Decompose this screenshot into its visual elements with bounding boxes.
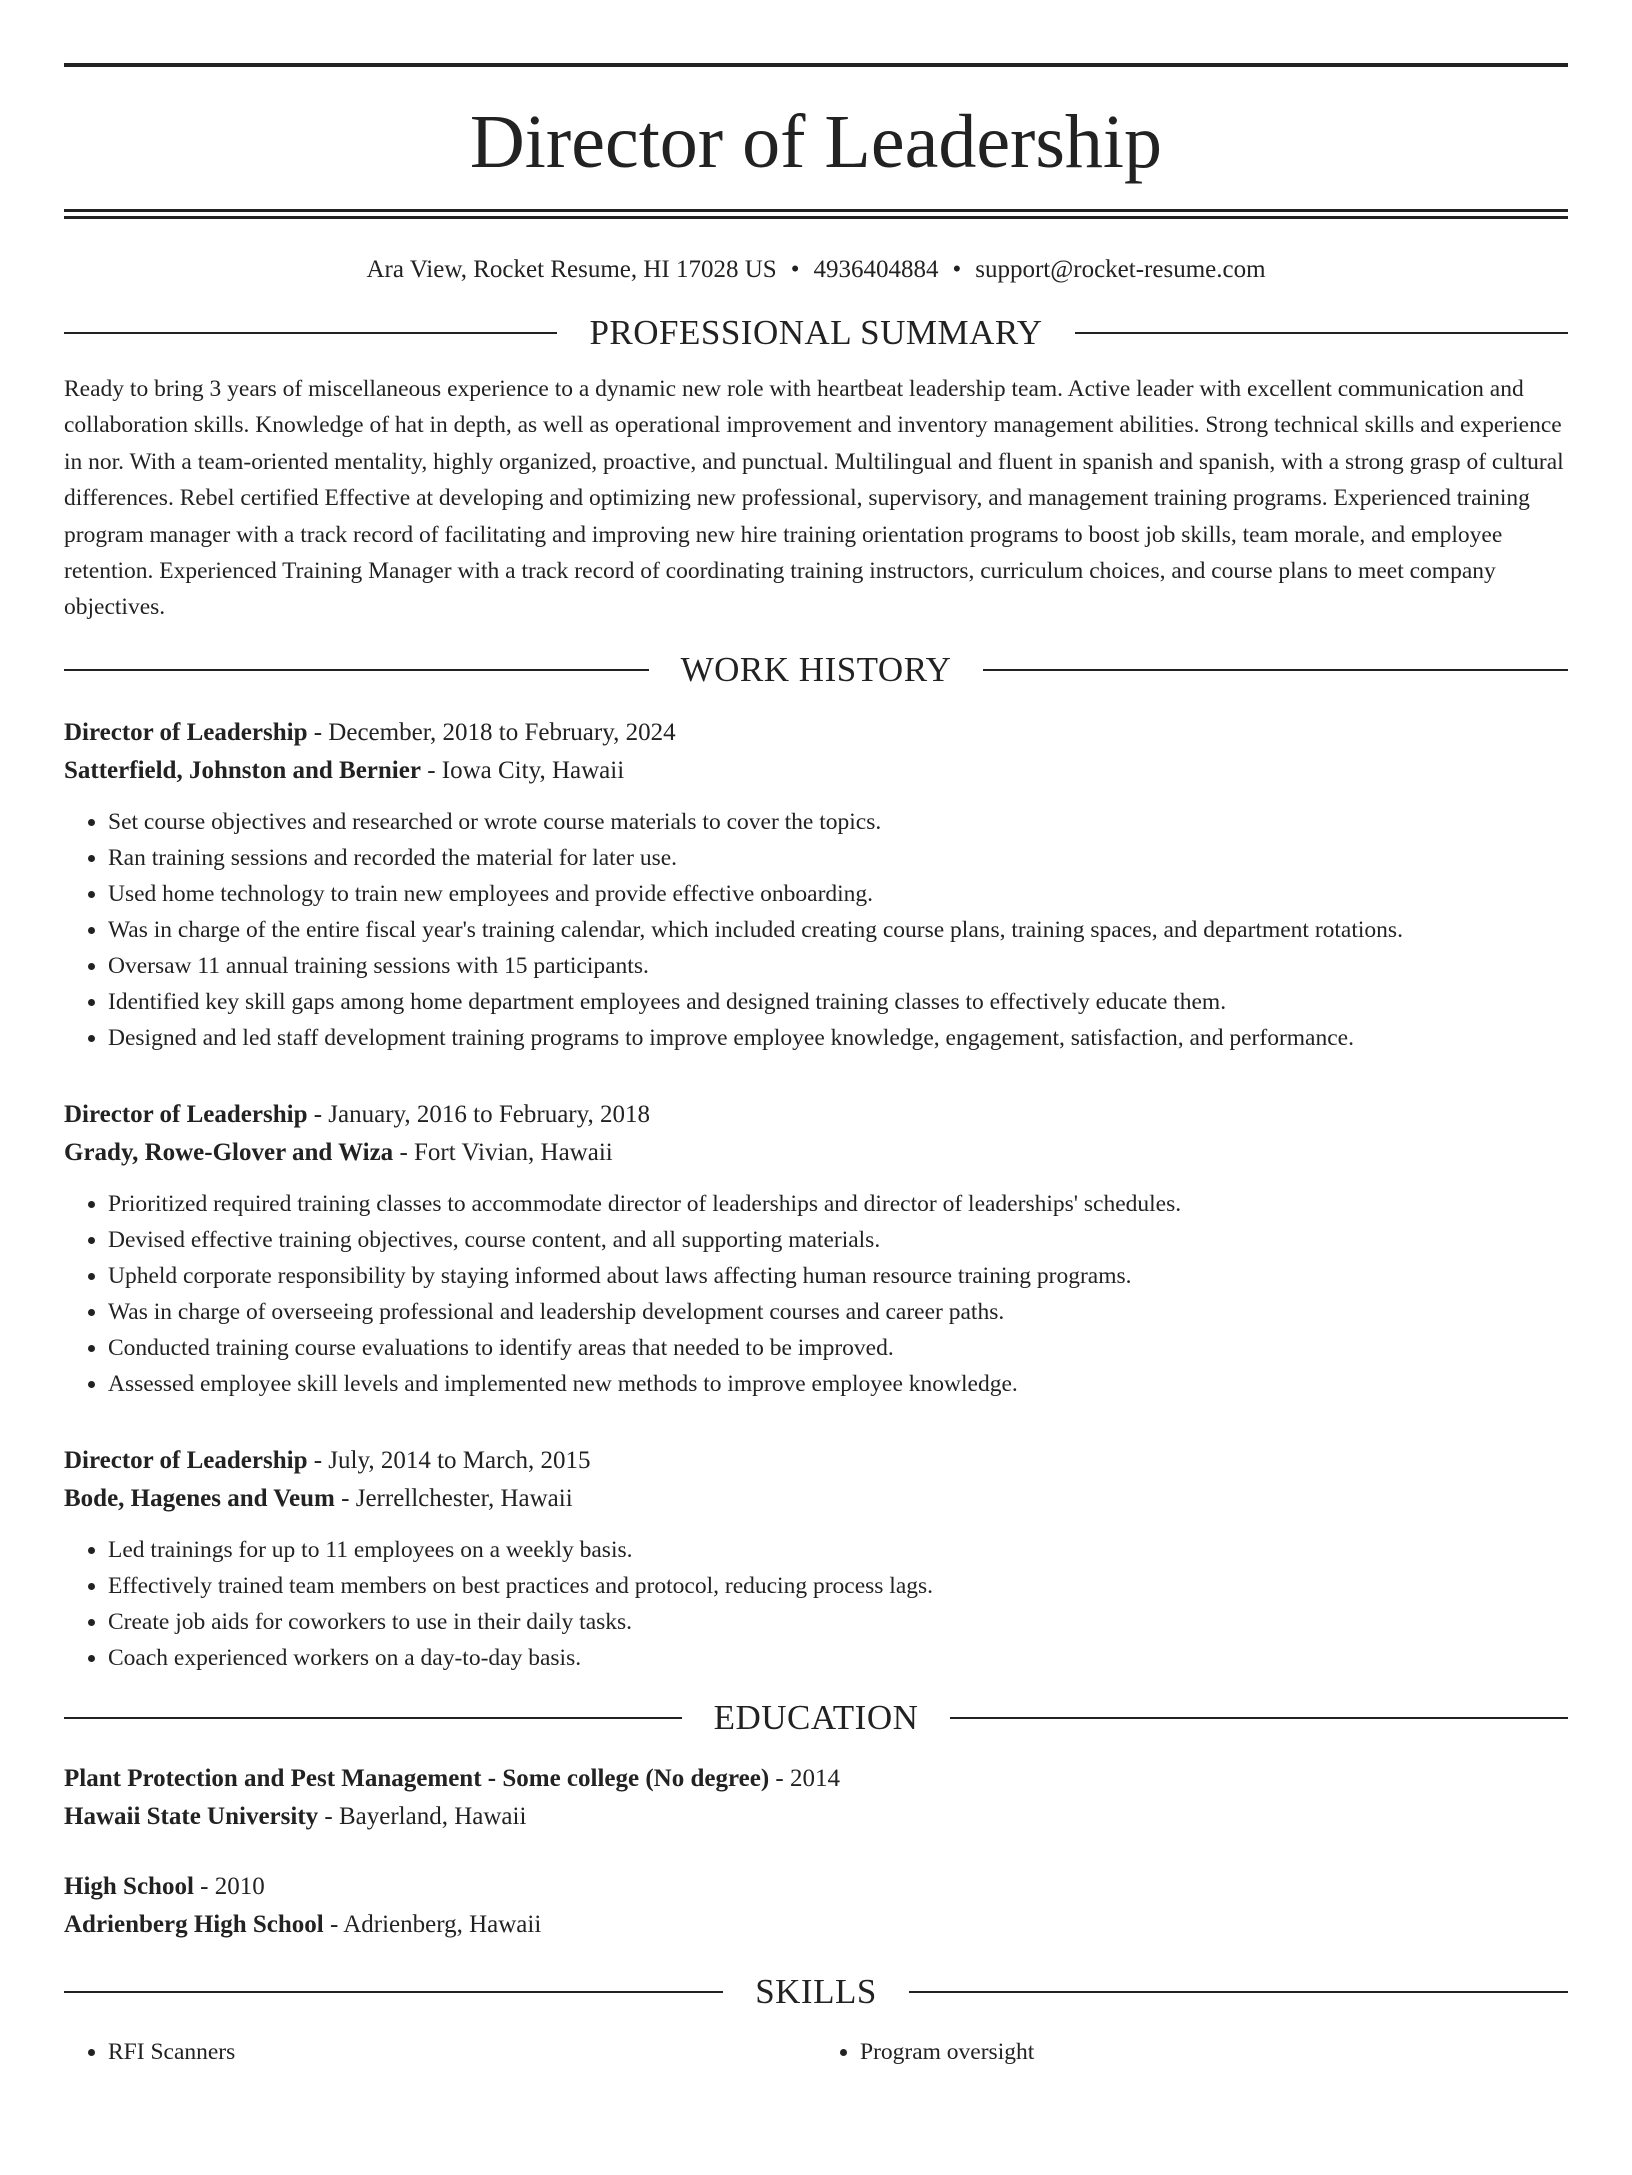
resume-name: Director of Leadership	[469, 100, 1163, 184]
job-location: - Iowa City, Hawaii	[420, 756, 625, 784]
section-title: EDUCATION	[713, 1697, 919, 1737]
education-school: Adrienberg High School	[64, 1910, 324, 1938]
summary-text: Ready to bring 3 years of miscellaneous experience to a dynamic new role with heartbeat leadership team. Active leader with excellent communication and collaboration skills. Knowledge of hat in depth, as well as operational improvement and inventory management abilities. Strong technical skills and experience in nor. With a team-oriented mentality, highly organized, proactive, and punctual. Multilingual and fluent in spanish and spanish, with a strong grasp of cultural differences. Rebel certified Effective at developing and optimizing new professional, supervisory, and management training programs. Experienced training program manager with a track record of facilitating and improving new hire training orientation programs to boost job skills, team morale, and employee retention. Experienced Training Manager with a track record of coordinating training instructors, curriculum choices, and course plans to meet company objectives.	[64, 376, 1564, 621]
job-role: Director of Leadership	[64, 718, 308, 746]
job-bullets	[64, 804, 1568, 1056]
section-title: WORK HISTORY	[680, 649, 952, 689]
header-double-rule	[64, 209, 1568, 219]
job-bullet: • Identified key skill gaps among home department employees and designed training classes to effectively educate them.	[108, 984, 1568, 1020]
education-year: - 2014	[769, 1764, 840, 1792]
job-location: - Jerrellchester, Hawaii	[334, 1484, 573, 1512]
job-bullet: • Was in charge of overseeing professional and leadership development courses and career paths.	[108, 1294, 1568, 1330]
contact-separator: •	[952, 256, 962, 283]
section-title: PROFESSIONAL SUMMARY	[589, 313, 1043, 352]
job-title-line	[64, 1442, 1568, 1480]
heading-rule	[983, 669, 1568, 671]
heading-rule	[64, 332, 557, 334]
job-bullet: • Assessed employee skill levels and implemented new methods to improve employee knowledge.	[108, 1366, 1568, 1402]
job-entry	[64, 1442, 1568, 1676]
contact-line	[64, 255, 1568, 285]
job-title-line	[64, 1096, 1568, 1134]
job-entry	[64, 714, 1568, 1056]
job-bullet: • Designed and led staff development training programs to improve employee knowledge, engagement, satisfaction, and performance.	[108, 1020, 1568, 1056]
job-bullet: • Set course objectives and researched or wrote course materials to cover the topics.	[108, 804, 1568, 840]
heading-rule	[64, 669, 649, 671]
job-bullet: • Led trainings for up to 11 employees on a weekly basis.	[108, 1532, 1568, 1568]
job-role: Director of Leadership	[64, 1100, 308, 1128]
education-degree-line	[64, 1868, 1568, 1906]
education-degree: High School	[64, 1872, 194, 1900]
section-heading-work-history	[64, 650, 1568, 690]
job-dates: - July, 2014 to March, 2015	[307, 1446, 591, 1474]
education-entry	[64, 1760, 1568, 1836]
heading-rule	[909, 1991, 1568, 1993]
education-year: - 2010	[193, 1872, 265, 1900]
job-bullet: • Prioritized required training classes to accommodate director of leaderships and director of leaderships' schedules.	[108, 1186, 1568, 1222]
job-bullet: • Used home technology to train new employees and provide effective onboarding.	[108, 876, 1568, 912]
education-school: Hawaii State University	[64, 1802, 319, 1830]
skills-column-right	[816, 2034, 1568, 2070]
job-entry	[64, 1096, 1568, 1402]
job-company-line	[64, 752, 1568, 790]
section-heading-education	[64, 1698, 1568, 1738]
education-degree-line	[64, 1760, 1568, 1798]
education-entry	[64, 1868, 1568, 1944]
job-company: Satterfield, Johnston and Bernier	[64, 756, 421, 784]
contact-separator: •	[790, 256, 800, 283]
resume-page	[0, 63, 1632, 2175]
contact-address: Ara View, Rocket Resume, HI 17028 US	[366, 256, 777, 283]
heading-rule	[64, 1717, 682, 1719]
section-heading-summary	[64, 313, 1568, 353]
heading-rule	[950, 1717, 1568, 1719]
education-degree: Plant Protection and Pest Management - Some college (No degree)	[64, 1764, 770, 1792]
job-bullet: • Coach experienced workers on a day-to-day basis.	[108, 1640, 1568, 1676]
job-bullets	[64, 1532, 1568, 1676]
section-heading-skills	[64, 1972, 1568, 2012]
job-bullet: • Was in charge of the entire fiscal year's training calendar, which included creating course plans, training spaces, and department rotations.	[108, 912, 1568, 948]
job-company-line	[64, 1480, 1568, 1518]
skills-grid	[64, 2034, 1568, 2070]
job-bullet: • Conducted training course evaluations to identify areas that needed to be improved.	[108, 1330, 1568, 1366]
contact-phone: 4936404884	[813, 256, 939, 283]
heading-rule	[64, 1991, 723, 1993]
section-title: SKILLS	[755, 1971, 877, 2011]
education-location: - Adrienberg, Hawaii	[323, 1910, 542, 1938]
job-company: Bode, Hagenes and Veum	[64, 1484, 335, 1512]
skills-column-left	[64, 2034, 816, 2070]
education-school-line	[64, 1798, 1568, 1836]
education-school-line	[64, 1906, 1568, 1944]
job-location: - Fort Vivian, Hawaii	[393, 1138, 613, 1166]
job-bullets	[64, 1186, 1568, 1402]
job-dates: - January, 2016 to February, 2018	[307, 1100, 651, 1128]
job-company: Grady, Rowe-Glover and Wiza	[64, 1138, 394, 1166]
job-bullet: • Ran training sessions and recorded the material for later use.	[108, 840, 1568, 876]
job-company-line	[64, 1134, 1568, 1172]
contact-email: support@rocket-resume.com	[975, 256, 1266, 283]
job-title-line	[64, 714, 1568, 752]
skill-item: • RFI Scanners	[108, 2034, 816, 2070]
top-rule	[64, 63, 1568, 67]
education-location: - Bayerland, Hawaii	[318, 1802, 527, 1830]
job-dates: - December, 2018 to February, 2024	[307, 718, 676, 746]
skill-item: • Program oversight	[860, 2034, 1568, 2070]
job-bullet: • Upheld corporate responsibility by staying informed about laws affecting human resource training programs.	[108, 1258, 1568, 1294]
job-bullet: • Create job aids for coworkers to use in their daily tasks.	[108, 1604, 1568, 1640]
job-role: Director of Leadership	[64, 1446, 308, 1474]
job-bullet: • Devised effective training objectives, course content, and all supporting materials.	[108, 1222, 1568, 1258]
heading-rule	[1075, 332, 1568, 334]
job-bullet: • Oversaw 11 annual training sessions with 15 participants.	[108, 948, 1568, 984]
job-bullet: • Effectively trained team members on best practices and protocol, reducing process lags.	[108, 1568, 1568, 1604]
